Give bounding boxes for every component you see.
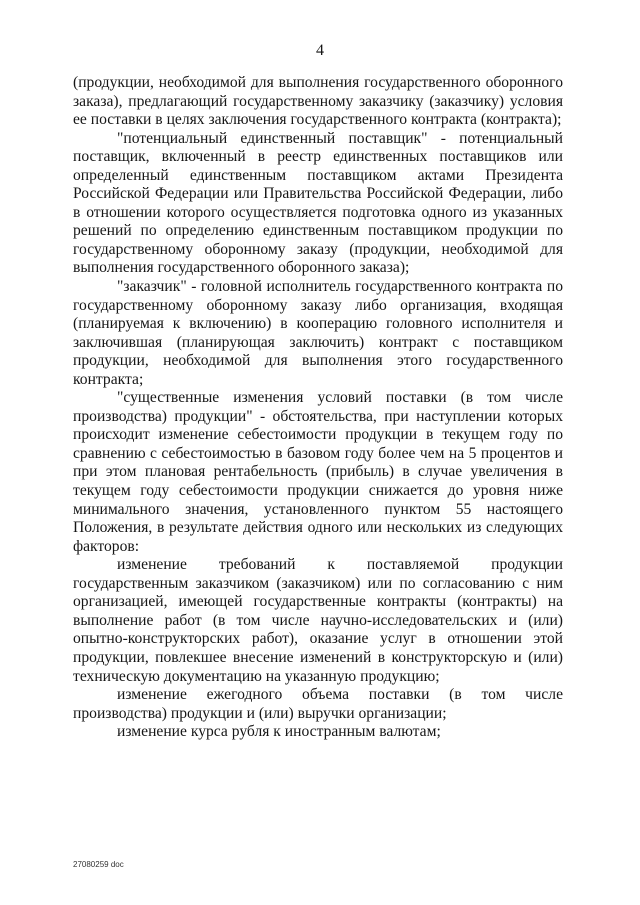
- paragraph-factor-exchange-rate: изменение курса рубля к иностранным валютам;: [117, 723, 441, 741]
- paragraph-factor-requirements-change: изменение требований к поставляемой продукции государственным заказчиком (заказчиком) или по согласованию с ним организацией, имеющей государственные контракты (контракты) на выполнение работ (в том числе научно-исследовательских и (или) опытно-конструкторских работ), оказание услуг в отношении этой продукции, повлекшее внесение изменений в конструкторскую и (или) техническую документацию на указанную продукцию;: [73, 556, 563, 685]
- document-body: [73, 74, 563, 742]
- paragraph-potential-sole-supplier: "потенциальный единственный поставщик" - потенциальный поставщик, включенный в реестр единственных поставщиков или определенный единственным поставщиком актами Президента Российской Федерации или Правительства Российской Федерации, либо в отношении которого осуществляется подготовка одного из указанных решений по определению единственным поставщиком продукции по государственному оборонному заказу (продукции, необходимой для выполнения государственного оборонного заказа);: [73, 129, 563, 277]
- paragraph-significant-changes: "существенные изменения условий поставки (в том числе производства) продукции" - обстоятельства, при наступлении которых происходит изменение себестоимости продукции в текущем году по сравнению с себестоимостью в базовом году более чем на 5 процентов и при этом плановая рентабельность (прибыль) в случае увеличения в текущем году себестоимости продукции снижается до уровня ниже минимального значения, установленного пунктом 55 настоящего Положения, в результате действия одного или нескольких из следующих факторов:: [73, 389, 563, 555]
- paragraph-factor-volume-change: изменение ежегодного объема поставки (в том числе производства) продукции и (или) выручки организации;: [73, 686, 563, 722]
- page-number: 4: [316, 42, 324, 59]
- paragraph-customer-definition: "заказчик" - головной исполнитель государственного контракта по государственному оборонному заказу либо организация, входящая (планируемая к включению) в кооперацию головного исполнителя и заключившая (планирующая заключить) контракт с поставщиком продукции, необходимой для выполнения этого государственного контракта;: [73, 278, 563, 388]
- document-footer-code: 27080259 doc: [73, 860, 124, 869]
- paragraph-continuation: (продукции, необходимой для выполнения государственного оборонного заказа), предлагающий государственному заказчику (заказчику) условия ее поставки в целях заключения государственного контракта (контракта);: [73, 74, 563, 129]
